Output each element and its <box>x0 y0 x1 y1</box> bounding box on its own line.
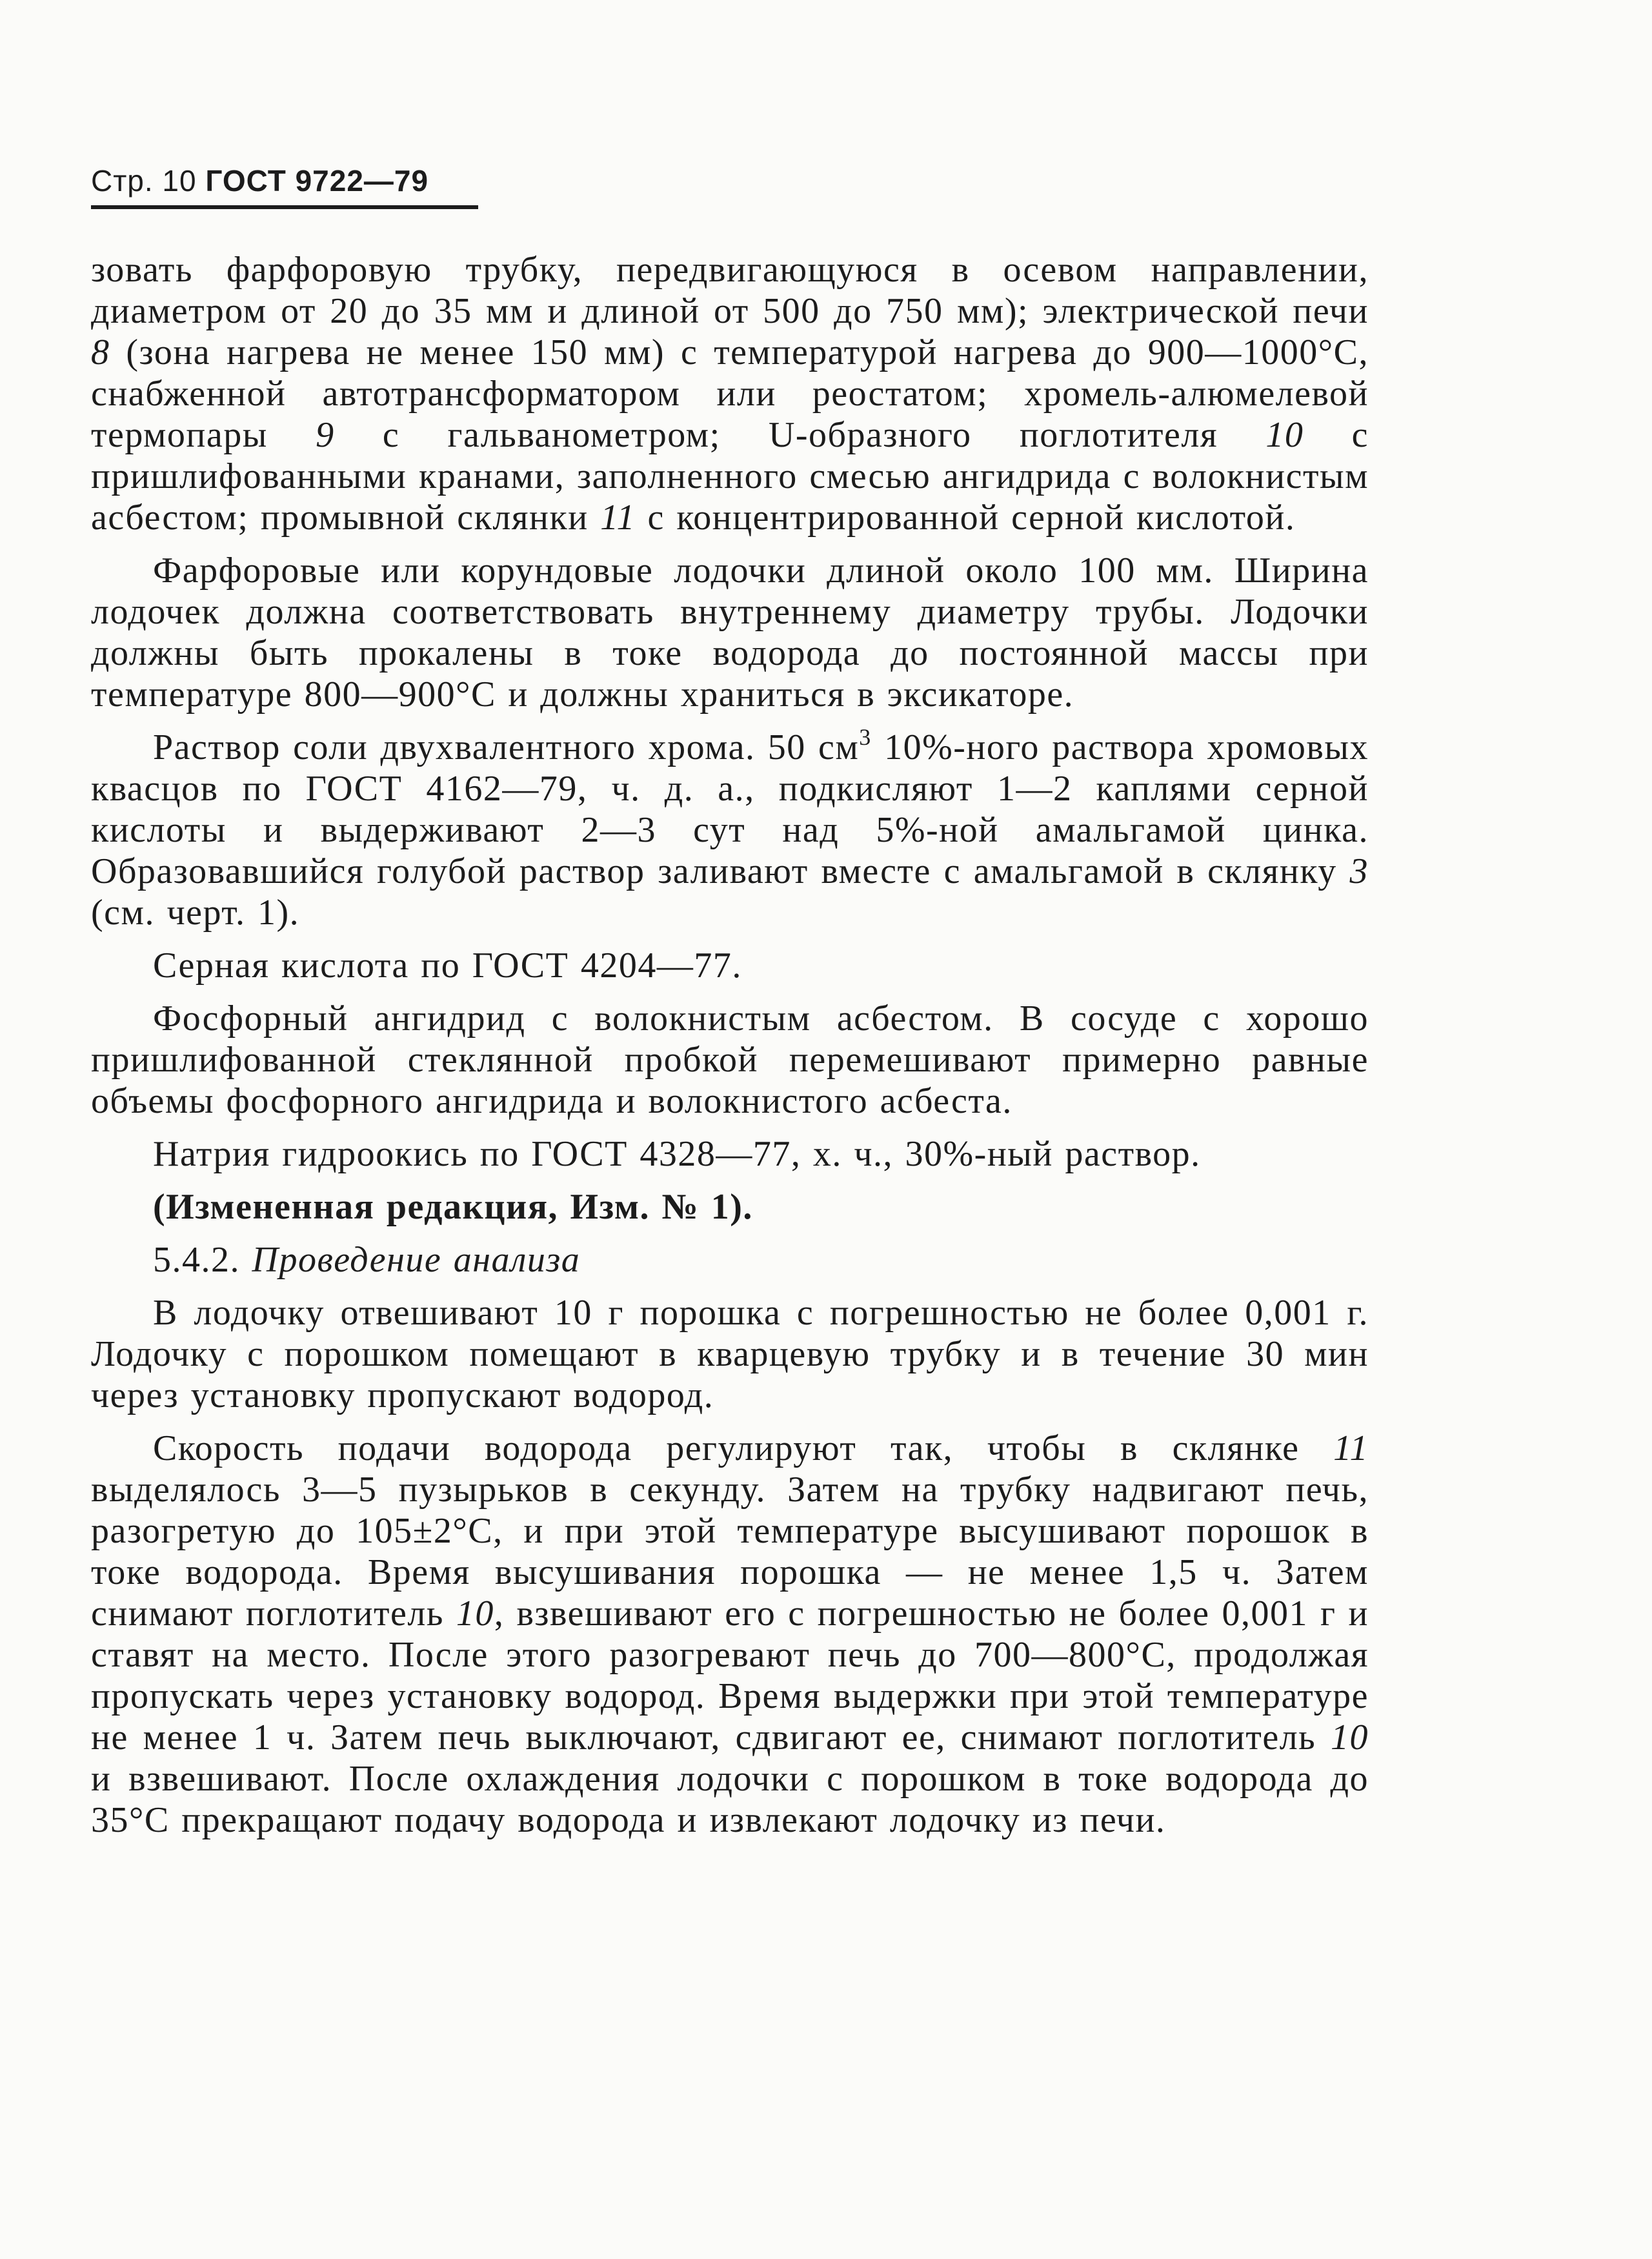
paragraph-phosphoric-anhydride: Фосфорный ангидрид с волокнистым асбестом. В сосуде с хорошо пришлифованной стеклянной пробкой перемешивают примерно равные объемы фосфорного ангидрида и волокнистого асбеста. <box>91 998 1369 1121</box>
paragraph-chromium-solution: Раствор соли двухвалентного хрома. 50 $см^3$ 10%-ного раствора хромовых квасцов по ГОСТ 4162—79, ч. д. а., подкисляют 1—2 каплями серной кислоты и выдерживают 2—3 сут над 5%-ной амальгамой цинка. Образовавшийся голубой раствор заливают вместе с амальгамой в склянку 3 (см. черт. 1). <box>91 724 1369 933</box>
paragraph-boats: Фарфоровые или корундовые лодочки длиной около 100 мм. Ширина лодочек должна соответствовать внутреннему диаметру трубы. Лодочки должны быть прокалены в токе водорода до постоянной массы при температуре 800—900°С и должны храниться в эксикаторе. <box>91 551 1369 714</box>
document-page <box>91 161 1369 1852</box>
page-number: Стр. 10 <box>91 164 197 198</box>
section-title: Проведение анализа <box>252 1240 581 1280</box>
standard-number: ГОСТ 9722—79 <box>205 164 429 198</box>
figure-ref: 10 <box>456 1594 494 1634</box>
paragraph-sodium-hydroxide: Натрия гидроокись по ГОСТ 4328—77, х. ч., 30%-ный раствор. <box>153 1134 1201 1174</box>
paragraph-procedure: Скорость подачи водорода регулируют так, чтобы в склянке 11 выделялось 3—5 пузырьков в секунду. Затем на трубку надвигают печь, разогретую до 105±2°С, и при этой температуре высушивают порошок в токе водорода. Время высушивания порошка — не менее 1,5 ч. Затем снимают поглотитель 10, взвешивают его с погрешностью не более 0,001 г и ставят на место. После этого разогревают печь до 700—800°С, продолжая пропускать через установку водород. Время выдержки при этой температуре не менее 1 ч. Затем печь выключают, сдвигают ее, снимают поглотитель 10 и взвешивают. После охлаждения лодочки с порошком в токе водорода до 35°С прекращают подачу водорода и извлекают лодочку из печи. <box>91 1428 1369 1840</box>
paragraph-weighing: В лодочку отвешивают 10 г порошка с погрешностью не более 0,001 г. Лодочку с порошком помещают в кварцевую трубку и в течение 30 мин через установку пропускают водород. <box>91 1293 1369 1415</box>
figure-ref: 10 <box>1265 415 1304 455</box>
figure-ref: 10 <box>1331 1717 1369 1758</box>
document-body <box>91 249 1369 1841</box>
figure-ref: 8 <box>91 332 110 372</box>
figure-ref: 11 <box>1333 1428 1369 1468</box>
revision-note: (Измененная редакция, Изм. № 1). <box>153 1187 753 1227</box>
figure-ref: 11 <box>600 498 636 538</box>
figure-ref: 3 <box>1349 851 1369 891</box>
page-header <box>91 161 478 209</box>
section-heading-analysis <box>91 1239 1369 1281</box>
paragraph-sulfuric-acid: Серная кислота по ГОСТ 4204—77. <box>153 946 742 986</box>
section-number: 5.4.2. <box>153 1240 252 1280</box>
paragraph-equipment-continued: зовать фарфоровую трубку, передвигающуюся в осевом направлении, диаметром от 20 до 35 мм и длиной от 500 до 750 мм); электрической печи 8 (зона нагрева не менее 150 мм) с температурой нагрева до 900—1000°С, снабженной автотрансформатором или реостатом; хромель-алюмелевой термопары 9 с гальванометром; U-образного поглотителя 10 с пришлифованными кранами, заполненного смесью ангидрида с волокнистым асбестом; промывной склянки 11 с концентрированной серной кислотой. <box>91 250 1369 538</box>
figure-ref: 9 <box>316 415 335 455</box>
